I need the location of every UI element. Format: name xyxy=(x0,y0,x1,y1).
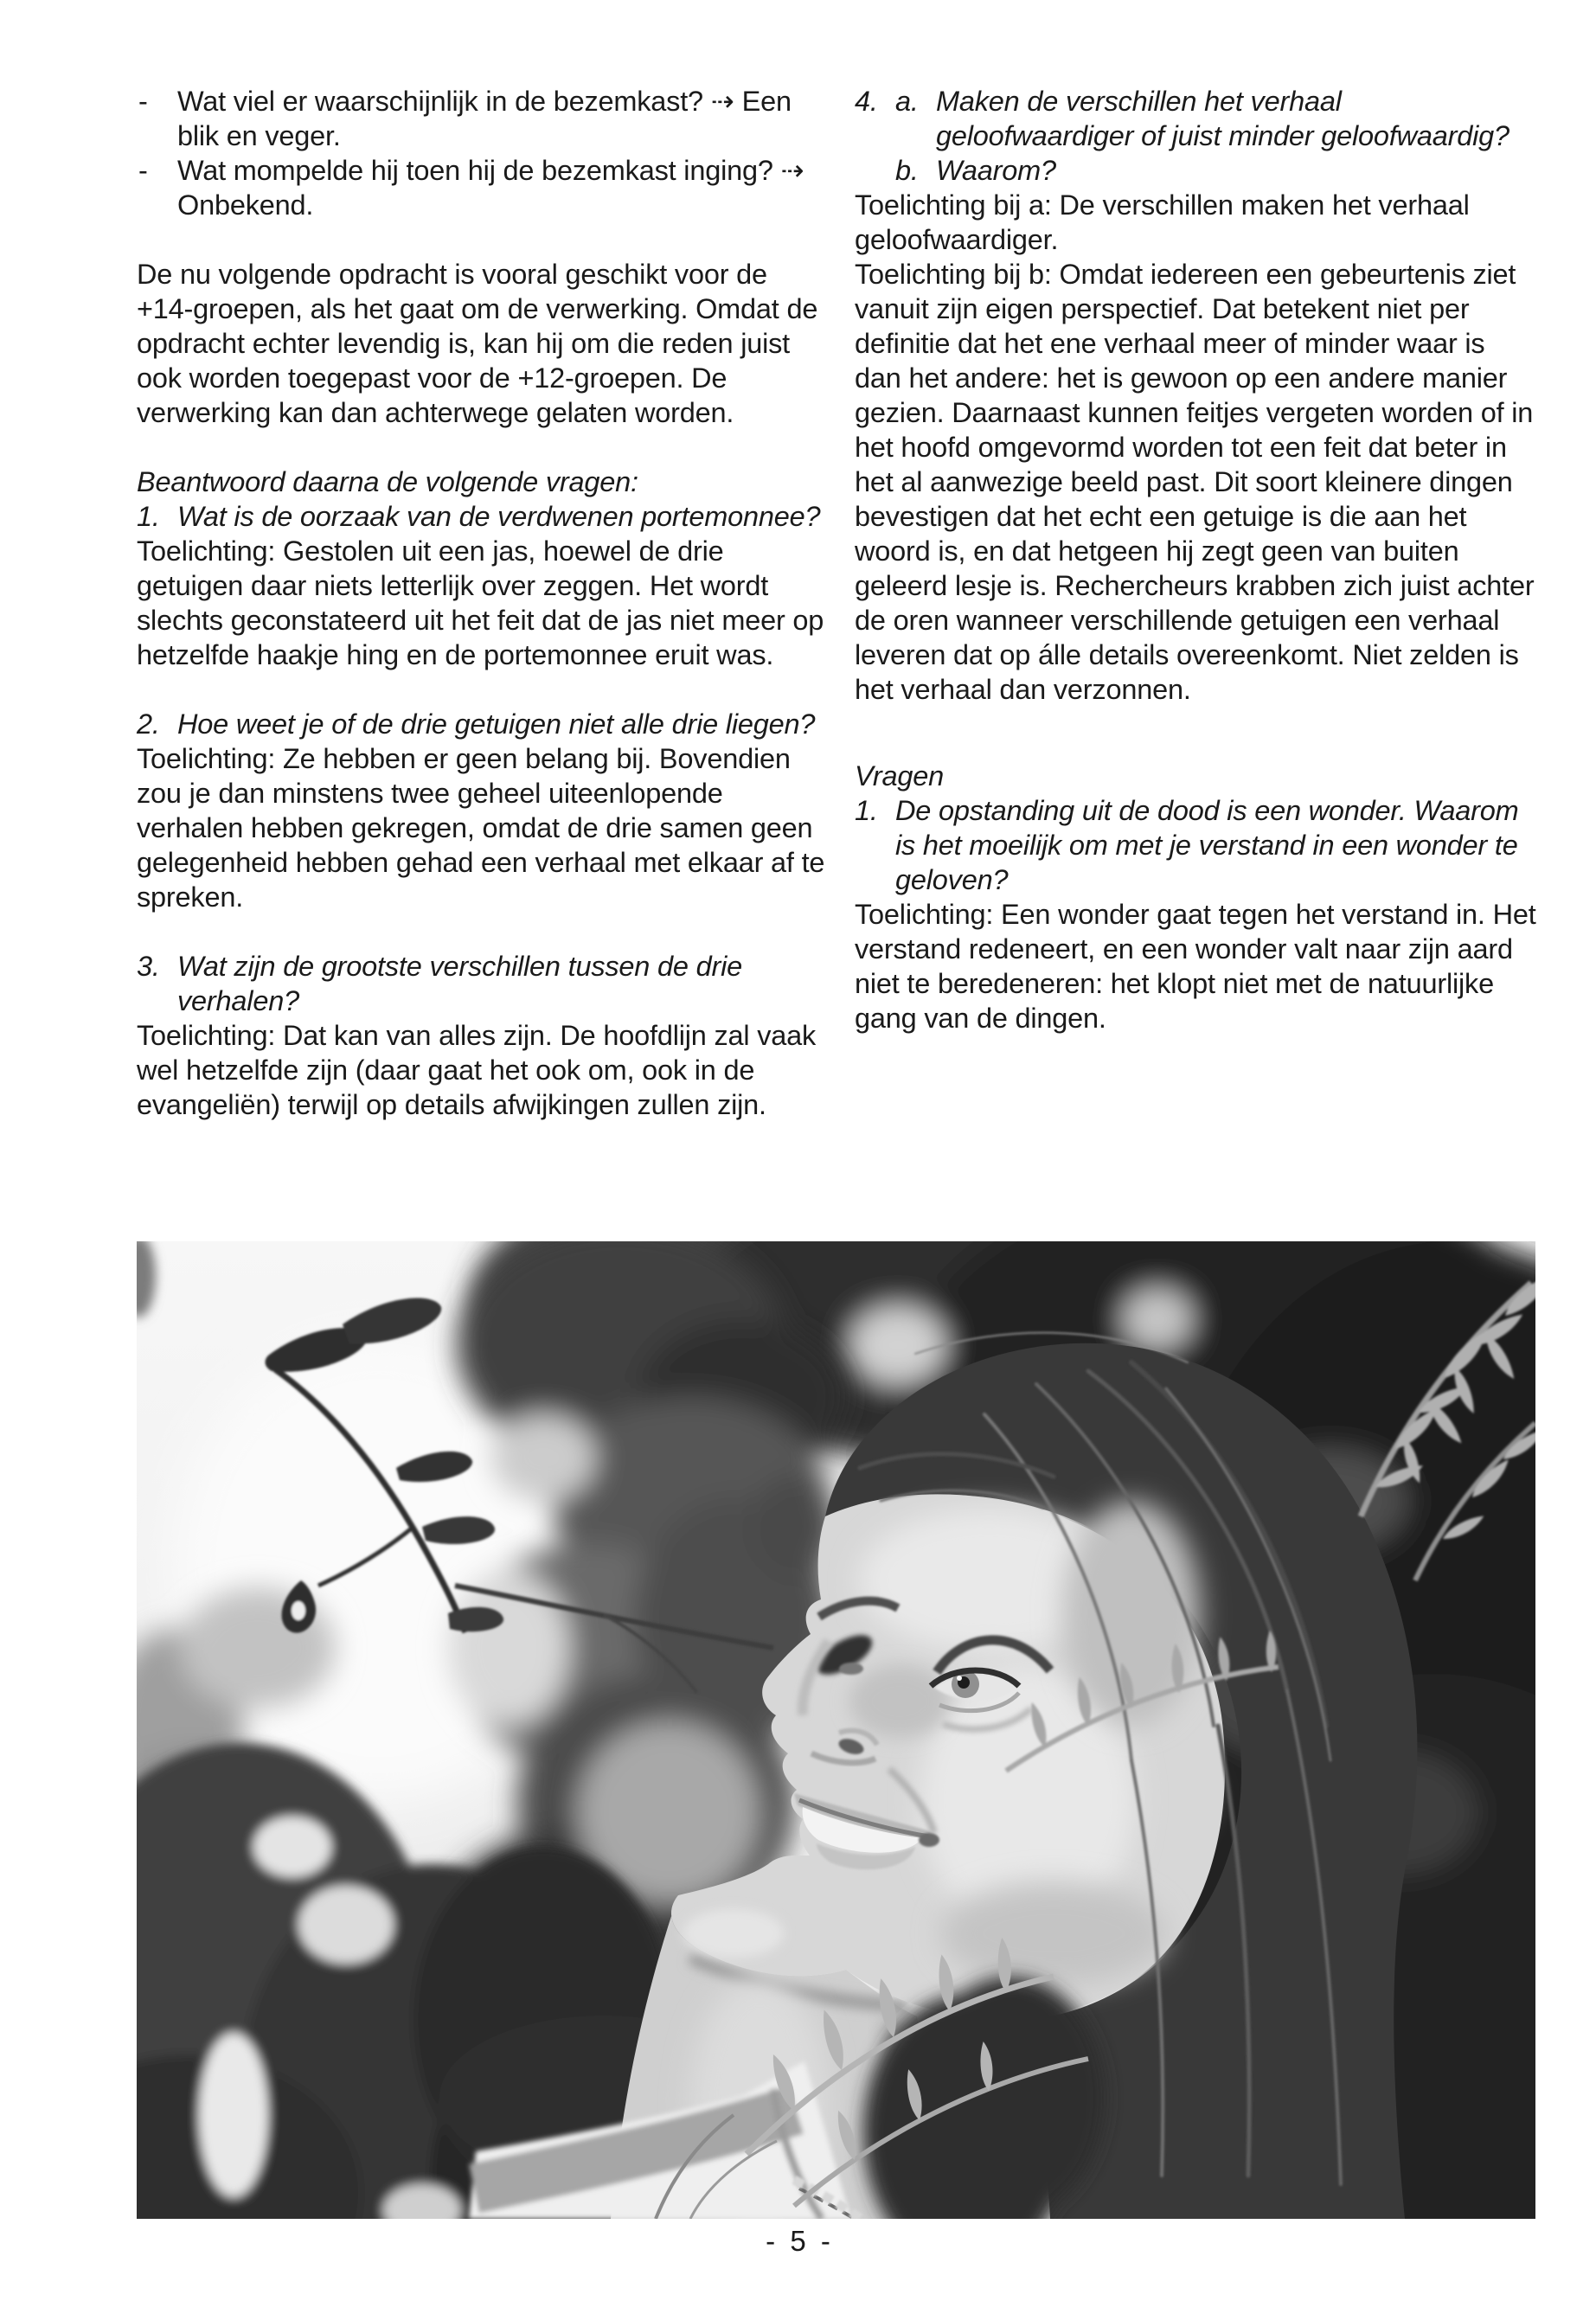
answer-text: Toelichting: Ze hebben er geen belang bij. Bovendien zou je dan minstens twee geheel uiteenlopende verhalen hebben gekregen, omdat de drie samen geen gelegenheid hebben gehad een verhaal met elkaar af te spreken. xyxy=(137,743,825,913)
answer-b-text: Toelichting bij b: Omdat iedereen een gebeurtenis ziet vanuit zijn eigen perspectief. Dat betekent niet per definitie dat het ene verhaal meer of minder waar is dan het andere: het is gewoon op een andere manier gezien. Daarnaast kunnen feitjes vergeten worden of in het hoofd omgevormd worden tot een feit dat beter in het al aanwezige beeld past. Dit soort kleinere dingen bevestigen dat het echt een getuige is die aan het woord is, en dat hetgeen hij zegt geen van buiten geleerd lesje is. Rechercheurs krabben zich juist achter de oren wanneer verschillende getuigen een verhaal leveren dat op álle details overeenkomt. Niet zelden is het verhaal dan verzonnen. xyxy=(855,259,1535,705)
question-item-4 xyxy=(855,84,1538,188)
vragen-item-1 xyxy=(855,793,1538,897)
bullet-marker: - xyxy=(138,155,148,186)
question-text: Wat zijn de grootste verschillen tussen de drie verhalen? xyxy=(177,951,742,1016)
bullet-marker: - xyxy=(138,86,148,117)
answer-a-text: Toelichting bij a: De verschillen maken het verhaal geloofwaardiger. xyxy=(855,189,1470,255)
bullet-list xyxy=(137,84,830,222)
question-number: 1. xyxy=(855,795,878,826)
question-item-1 xyxy=(137,499,830,534)
question-text: Wat is de oorzaak van de verdwenen portemonnee? xyxy=(177,501,821,532)
question-number: 4. xyxy=(855,86,878,117)
photo-illustration xyxy=(137,1241,1535,2219)
sub-question-b-label: b. xyxy=(895,155,919,186)
question-number: 3. xyxy=(137,951,160,982)
sub-question-a-text: Maken de verschillen het verhaal geloofwaardiger of juist minder geloofwaardig? xyxy=(936,86,1509,151)
intro-paragraph: De nu volgende opdracht is vooral geschikt voor de +14-groepen, als het gaat om de verwerking. Omdat de opdracht echter levendig is, kan hij om die reden juist ook worden toegepast voor de +12-groepen. De verwerking kan dan achterwege gelaten worden. xyxy=(137,259,818,428)
question-text: De opstanding uit de dood is een wonder. Waarom is het moeilijk om met je verstand in een wonder te geloven? xyxy=(895,795,1519,895)
left-column xyxy=(137,84,830,1122)
sub-question-a-label: a. xyxy=(895,86,919,117)
sub-question-b xyxy=(895,153,1538,188)
list-item xyxy=(137,153,830,222)
sub-question-b-text: Waarom? xyxy=(936,155,1056,186)
question-number: 2. xyxy=(137,708,160,740)
questions-heading: Beantwoord daarna de volgende vragen: xyxy=(137,466,638,497)
page-number: - 5 - xyxy=(766,2225,830,2257)
question-item-3 xyxy=(137,949,830,1018)
question-text: Hoe weet je of de drie getuigen niet alle drie liegen? xyxy=(177,708,816,740)
question-item-2 xyxy=(137,707,830,741)
answer-text: Toelichting: Gestolen uit een jas, hoewel de drie getuigen daar niets letterlijk over zeggen. Het wordt slechts geconstateerd uit het feit dat de jas niet meer op hetzelfde haakje hing en de portemonnee eruit was. xyxy=(137,535,824,670)
answer-text: Toelichting: Dat kan van alles zijn. De hoofdlijn zal vaak wel hetzelfde zijn (daar gaat het ook om, ook in de evangeliën) terwijl op details afwijkingen zullen zijn. xyxy=(137,1020,817,1120)
photo-woman-among-foliage xyxy=(137,1241,1535,2219)
vragen-heading: Vragen xyxy=(855,760,945,792)
list-item xyxy=(137,84,830,153)
bullet-text: Wat viel er waarschijnlijk in de bezemkast? ⇢ Een blik en veger. xyxy=(177,86,792,151)
question-number: 1. xyxy=(137,501,160,532)
bullet-text: Wat mompelde hij toen hij de bezemkast inging? ⇢ Onbekend. xyxy=(177,155,804,221)
right-column xyxy=(855,84,1538,1035)
answer-text: Toelichting: Een wonder gaat tegen het verstand in. Het verstand redeneert, en een wonder valt naar zijn aard niet te beredeneren: het klopt niet met de natuurlijke gang van de dingen. xyxy=(855,899,1536,1034)
